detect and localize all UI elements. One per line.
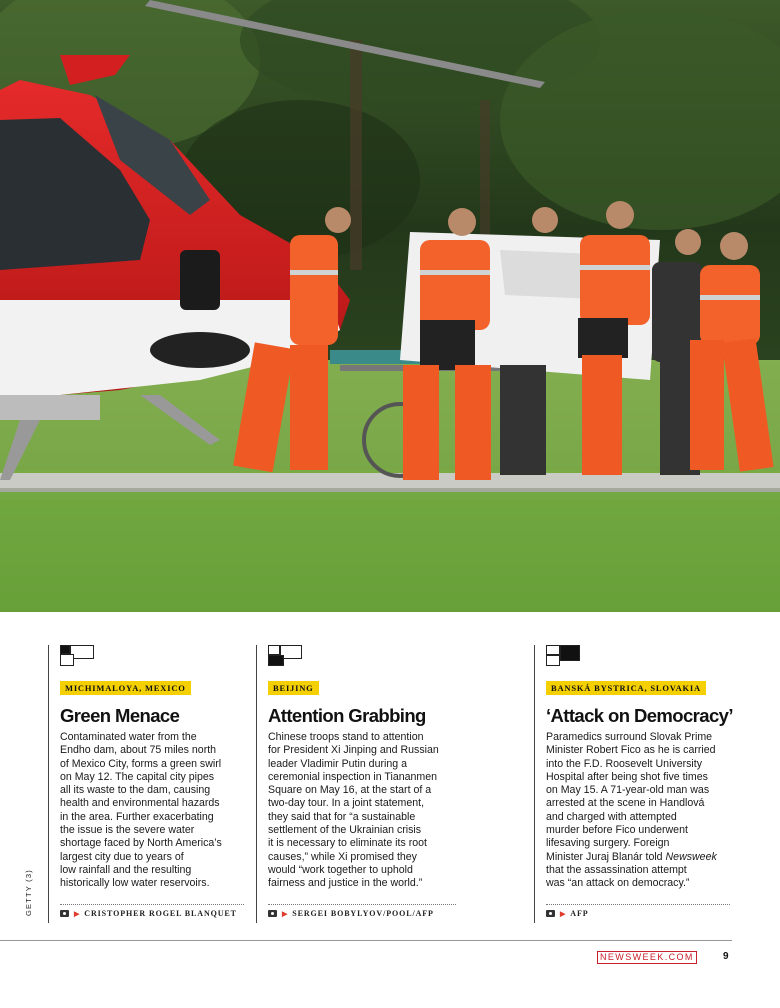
dotted-divider [546, 904, 730, 905]
story-headline: ‘Attack on Democracy’ [546, 705, 733, 726]
dotted-divider [60, 904, 244, 905]
location-tag: BANSKÁ BYSTRICA, SLOVAKIA [546, 681, 706, 695]
column-rule [534, 645, 535, 923]
camera-icon [546, 910, 555, 917]
arrow-icon: ▶ [560, 909, 567, 918]
location-tag: MICHIMALOYA, MEXICO [60, 681, 191, 695]
story-column-2 [256, 645, 456, 923]
story-column-1 [48, 645, 244, 923]
story-body: Contaminated water from the Endho dam, about 75 miles north of Mexico City, forms a green swirl on May 12. The capital city pipes all its waste to the dam, causing health and environmental hazards in the area. Further exacerbating the issue is the severe water shortage faced by North America’s largest city due to years of low rainfall and the resulting historically low water reservoirs. [60, 731, 222, 890]
story-body: Paramedics surround Slovak Prime Minister Robert Fico as he is carried into the F.D. Roosevelt University Hospital after being shot five times on May 15. A 71-year-old man was arrested at the scene in Handlová and charged with attempted murder before Fico underwent lifesaving surgery. Foreign Minister Juraj Blanár told Newsweek that the assassination attempt was “an attack on democracy.” [546, 731, 717, 890]
arrow-icon: ▶ [74, 909, 81, 918]
camera-icon [60, 910, 69, 917]
column-rule [48, 645, 49, 923]
locator-map-icon [268, 645, 304, 667]
page-number: 9 [723, 951, 729, 962]
photo-credit-text: AFP [570, 909, 589, 918]
footer-rule [0, 940, 732, 941]
camera-icon [268, 910, 277, 917]
locator-map-icon [60, 645, 96, 667]
photo-credit-text: CRISTOPHER ROGEL BLANQUET [84, 909, 237, 918]
dotted-divider [268, 904, 456, 905]
story-headline: Attention Grabbing [268, 705, 426, 726]
photo-credit [268, 909, 434, 918]
story-headline: Green Menace [60, 705, 180, 726]
photo-credit-text: SERGEI BOBYLYOV/POOL/AFP [292, 909, 434, 918]
locator-map-icon [546, 645, 582, 667]
site-url-link[interactable]: NEWSWEEK.COM [597, 951, 697, 964]
side-photo-credit: GETTY (3) [24, 869, 33, 916]
photo-credit [546, 909, 589, 918]
column-rule [256, 645, 257, 923]
arrow-icon: ▶ [282, 909, 289, 918]
photo-credit [60, 909, 237, 918]
location-tag: BEIJING [268, 681, 319, 695]
story-body: Chinese troops stand to attention for President Xi Jinping and Russian leader Vladimir Putin during a ceremonial inspection in Tiananmen Square on May 16, at the start of a two-day tour. In a joint statement, they said that for “a sustainable settlement of the Ukrainian crisis it is necessary to eliminate its root causes,” while Xi promised they would “work together to uphold fairness and justice in the world.” [268, 731, 439, 890]
story-column-3 [534, 645, 733, 923]
